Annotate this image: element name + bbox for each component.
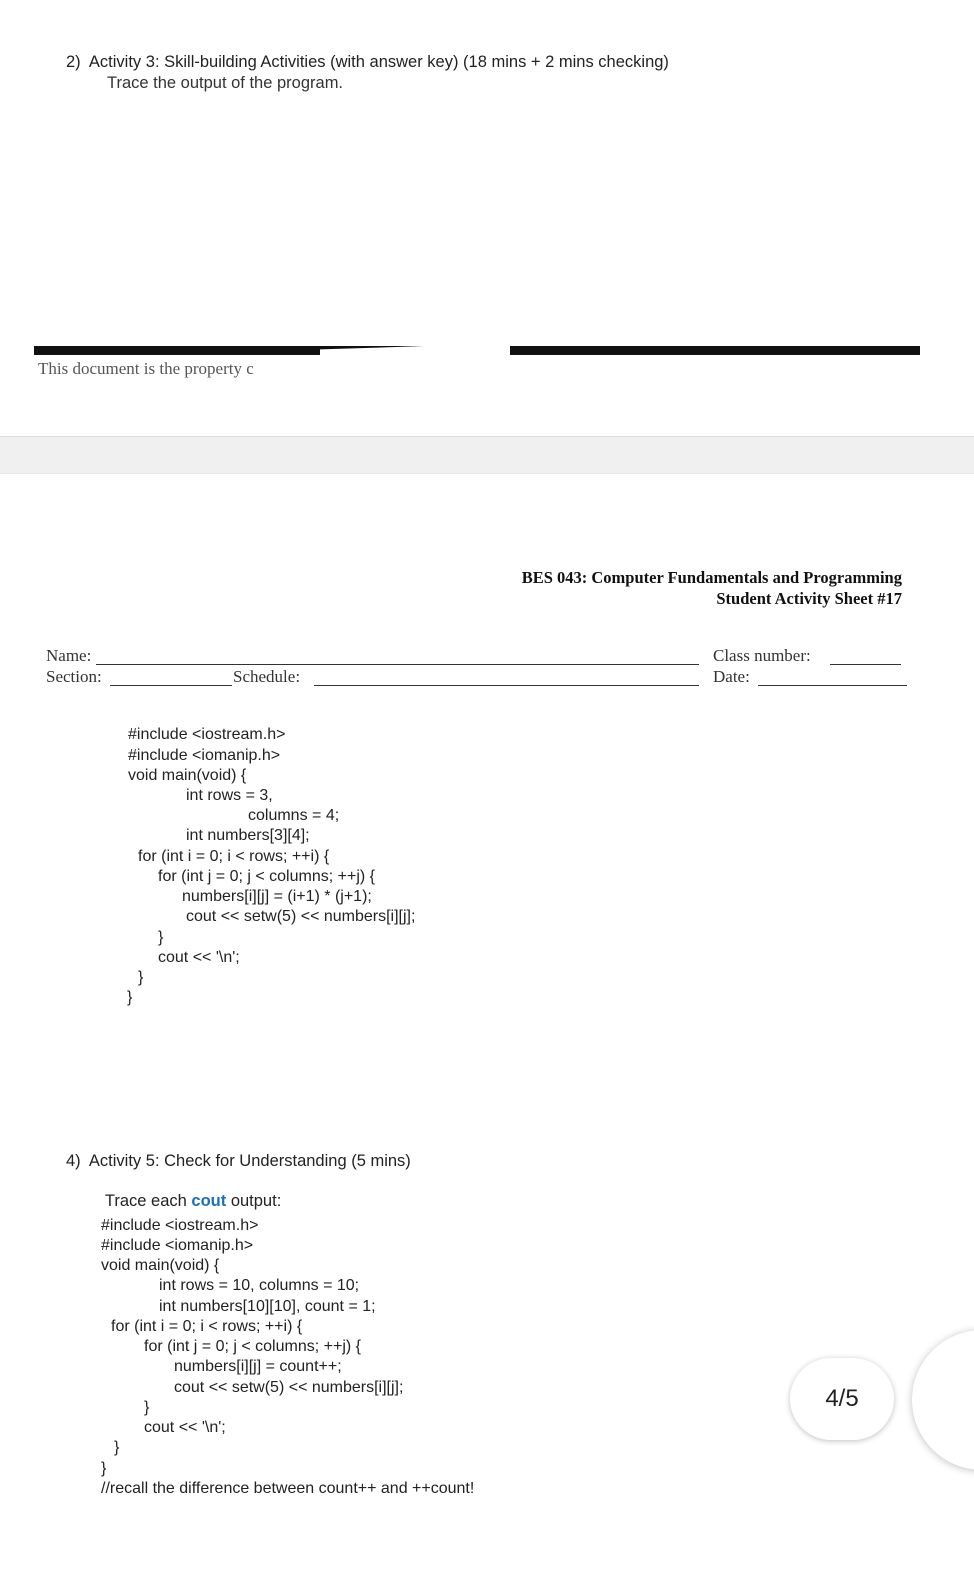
code-line: for (int i = 0; i < rows; ++i) {	[138, 848, 330, 865]
name-label: Name:	[46, 646, 92, 665]
code-line: cout << setw(5) << numbers[i][j];	[186, 908, 416, 925]
code-line: int numbers[3][4];	[186, 827, 310, 844]
course-title: BES 043: Computer Fundamentals and Programming	[521, 568, 902, 587]
instruction-prefix: Trace each	[104, 1192, 192, 1210]
code-line: columns = 4;	[248, 807, 340, 824]
activity5-heading: 4) Activity 5: Check for Understanding (5 mins)	[66, 1152, 411, 1170]
code-line: numbers[i][j] = (i+1) * (j+1);	[182, 888, 372, 905]
section-field[interactable]	[110, 685, 232, 686]
name-field[interactable]	[96, 664, 699, 665]
code-line: }	[127, 989, 133, 1006]
date-label: Date:	[713, 667, 750, 686]
class-number-label: Class number:	[713, 646, 811, 665]
cout-keyword: cout	[191, 1192, 227, 1210]
activity5-instruction	[96, 1173, 281, 1211]
code-line: }	[138, 969, 144, 986]
activity3-instruction: Trace the output of the program.	[107, 74, 344, 92]
property-notice: This document is the property c	[38, 359, 254, 378]
code-line: for (int j = 0; j < columns; ++j) {	[158, 868, 375, 885]
code-line: void main(void) {	[128, 767, 247, 784]
code-line: int numbers[10][10], count = 1;	[159, 1298, 376, 1315]
side-scroll-button[interactable]	[912, 1330, 974, 1470]
sheet-title: Student Activity Sheet #17	[716, 589, 902, 608]
code-line: int rows = 10, columns = 10;	[159, 1277, 360, 1294]
code-comment: //recall the difference between count++ and ++count!	[101, 1480, 475, 1497]
date-field[interactable]	[758, 685, 907, 686]
section-label: Section:	[46, 667, 102, 686]
class-number-field[interactable]	[830, 664, 901, 665]
instruction-suffix: output:	[226, 1192, 282, 1210]
code-line: for (int j = 0; j < columns; ++j) {	[144, 1338, 361, 1355]
code-line: cout << setw(5) << numbers[i][j];	[174, 1379, 404, 1396]
code-line: int rows = 3,	[186, 787, 273, 804]
code-line: }	[158, 929, 164, 946]
code-line: }	[101, 1460, 107, 1477]
activity3-heading: 2) Activity 3: Skill-building Activities (with answer key) (18 mins + 2 mins checking)	[66, 53, 669, 71]
page-divider	[0, 436, 974, 474]
code-line: numbers[i][j] = count++;	[174, 1358, 342, 1375]
code-line: #include <iostream.h>	[101, 1217, 259, 1234]
schedule-field[interactable]	[314, 685, 699, 686]
page-indicator[interactable]: 4/5	[790, 1358, 894, 1440]
schedule-label: Schedule:	[233, 667, 301, 686]
code-line: }	[114, 1439, 120, 1456]
code-line: #include <iostream.h>	[128, 726, 286, 743]
code-line: #include <iomanip.h>	[128, 747, 281, 764]
code-line: void main(void) {	[101, 1257, 220, 1274]
code-line: #include <iomanip.h>	[101, 1237, 254, 1254]
code-line: }	[144, 1399, 150, 1416]
code-line: cout << '\n';	[144, 1419, 226, 1436]
code-line: for (int i = 0; i < rows; ++i) {	[111, 1318, 303, 1335]
code-line: cout << '\n';	[158, 949, 240, 966]
